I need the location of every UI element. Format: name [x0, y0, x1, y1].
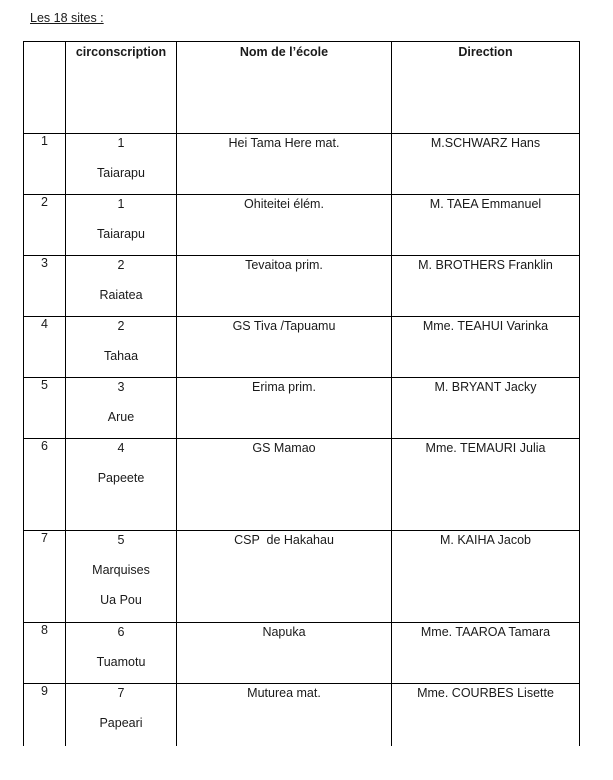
table-row — [24, 623, 580, 684]
circonscription-name: Papeete — [97, 471, 145, 485]
header-ecole: Nom de l’école — [177, 42, 392, 134]
row-ecole: Napuka — [262, 625, 306, 639]
row-circonscription — [66, 378, 177, 439]
circonscription-number: 6 — [117, 625, 125, 639]
circonscription-number: 2 — [117, 319, 125, 333]
sites-table — [23, 41, 580, 746]
row-number: 3 — [24, 256, 66, 317]
table-row — [24, 317, 580, 378]
table-row — [24, 439, 580, 531]
row-ecole: GS Mamao — [252, 441, 316, 455]
row-ecole: Ohiteitei élém. — [244, 197, 324, 211]
row-number: 7 — [24, 531, 66, 623]
circonscription-name: Papeari — [99, 716, 143, 730]
row-circonscription — [66, 531, 177, 623]
table-row — [24, 256, 580, 317]
row-direction: M. TAEA Emmanuel — [429, 197, 542, 211]
row-number: 9 — [24, 684, 66, 746]
header-circonscription: circonscription — [66, 42, 177, 134]
row-direction: Mme. TEMAURI Julia — [425, 441, 546, 455]
table-row — [24, 531, 580, 623]
table-row — [24, 684, 580, 746]
circonscription-name: Marquises — [92, 563, 150, 577]
row-direction: M.SCHWARZ Hans — [430, 136, 541, 150]
row-ecole: Hei Tama Here mat. — [228, 136, 340, 150]
circonscription-number: 1 — [117, 197, 125, 211]
circonscription-name: Tahaa — [103, 349, 139, 363]
row-number: 2 — [24, 195, 66, 256]
circonscription-name: Raiatea — [99, 288, 143, 302]
row-direction: M. BROTHERS Franklin — [418, 258, 553, 272]
row-ecole: GS Tiva /Tapuamu — [232, 319, 336, 333]
header-number — [24, 42, 66, 134]
row-ecole: Muturea mat. — [247, 686, 321, 700]
row-circonscription — [66, 439, 177, 531]
circonscription-name: Taiarapu — [97, 166, 145, 180]
circonscription-subname: Ua Pou — [100, 593, 142, 607]
table-header-row — [24, 42, 580, 134]
row-ecole: CSP de Hakahau — [234, 533, 334, 547]
row-direction: M. BRYANT Jacky — [434, 380, 537, 394]
row-circonscription — [66, 317, 177, 378]
row-direction: M. KAIHA Jacob — [439, 533, 531, 547]
row-circonscription — [66, 623, 177, 684]
table-row — [24, 134, 580, 195]
circonscription-number: 4 — [117, 441, 125, 455]
row-number: 4 — [24, 317, 66, 378]
row-number: 8 — [24, 623, 66, 684]
row-number: 5 — [24, 378, 66, 439]
row-direction: Mme. COURBES Lisette — [417, 686, 554, 700]
circonscription-number: 5 — [117, 533, 125, 547]
table-row — [24, 378, 580, 439]
row-number: 1 — [24, 134, 66, 195]
table-row — [24, 195, 580, 256]
row-circonscription — [66, 134, 177, 195]
row-ecole: Tevaitoa prim. — [245, 258, 323, 272]
row-direction: Mme. TEAHUI Varinka — [422, 319, 549, 333]
circonscription-name: Tuamotu — [96, 655, 146, 669]
document-heading: Les 18 sites : — [30, 11, 104, 25]
circonscription-name: Taiarapu — [97, 227, 145, 241]
circonscription-number: 2 — [117, 258, 125, 272]
circonscription-name: Arue — [107, 410, 135, 424]
row-circonscription — [66, 684, 177, 746]
row-number: 6 — [24, 439, 66, 531]
row-direction: Mme. TAAROA Tamara — [420, 625, 551, 639]
circonscription-number: 7 — [117, 686, 125, 700]
row-circonscription — [66, 256, 177, 317]
header-direction: Direction — [392, 42, 580, 134]
row-ecole: Erima prim. — [252, 380, 316, 394]
circonscription-number: 1 — [117, 136, 125, 150]
row-circonscription — [66, 195, 177, 256]
circonscription-number: 3 — [117, 380, 125, 394]
